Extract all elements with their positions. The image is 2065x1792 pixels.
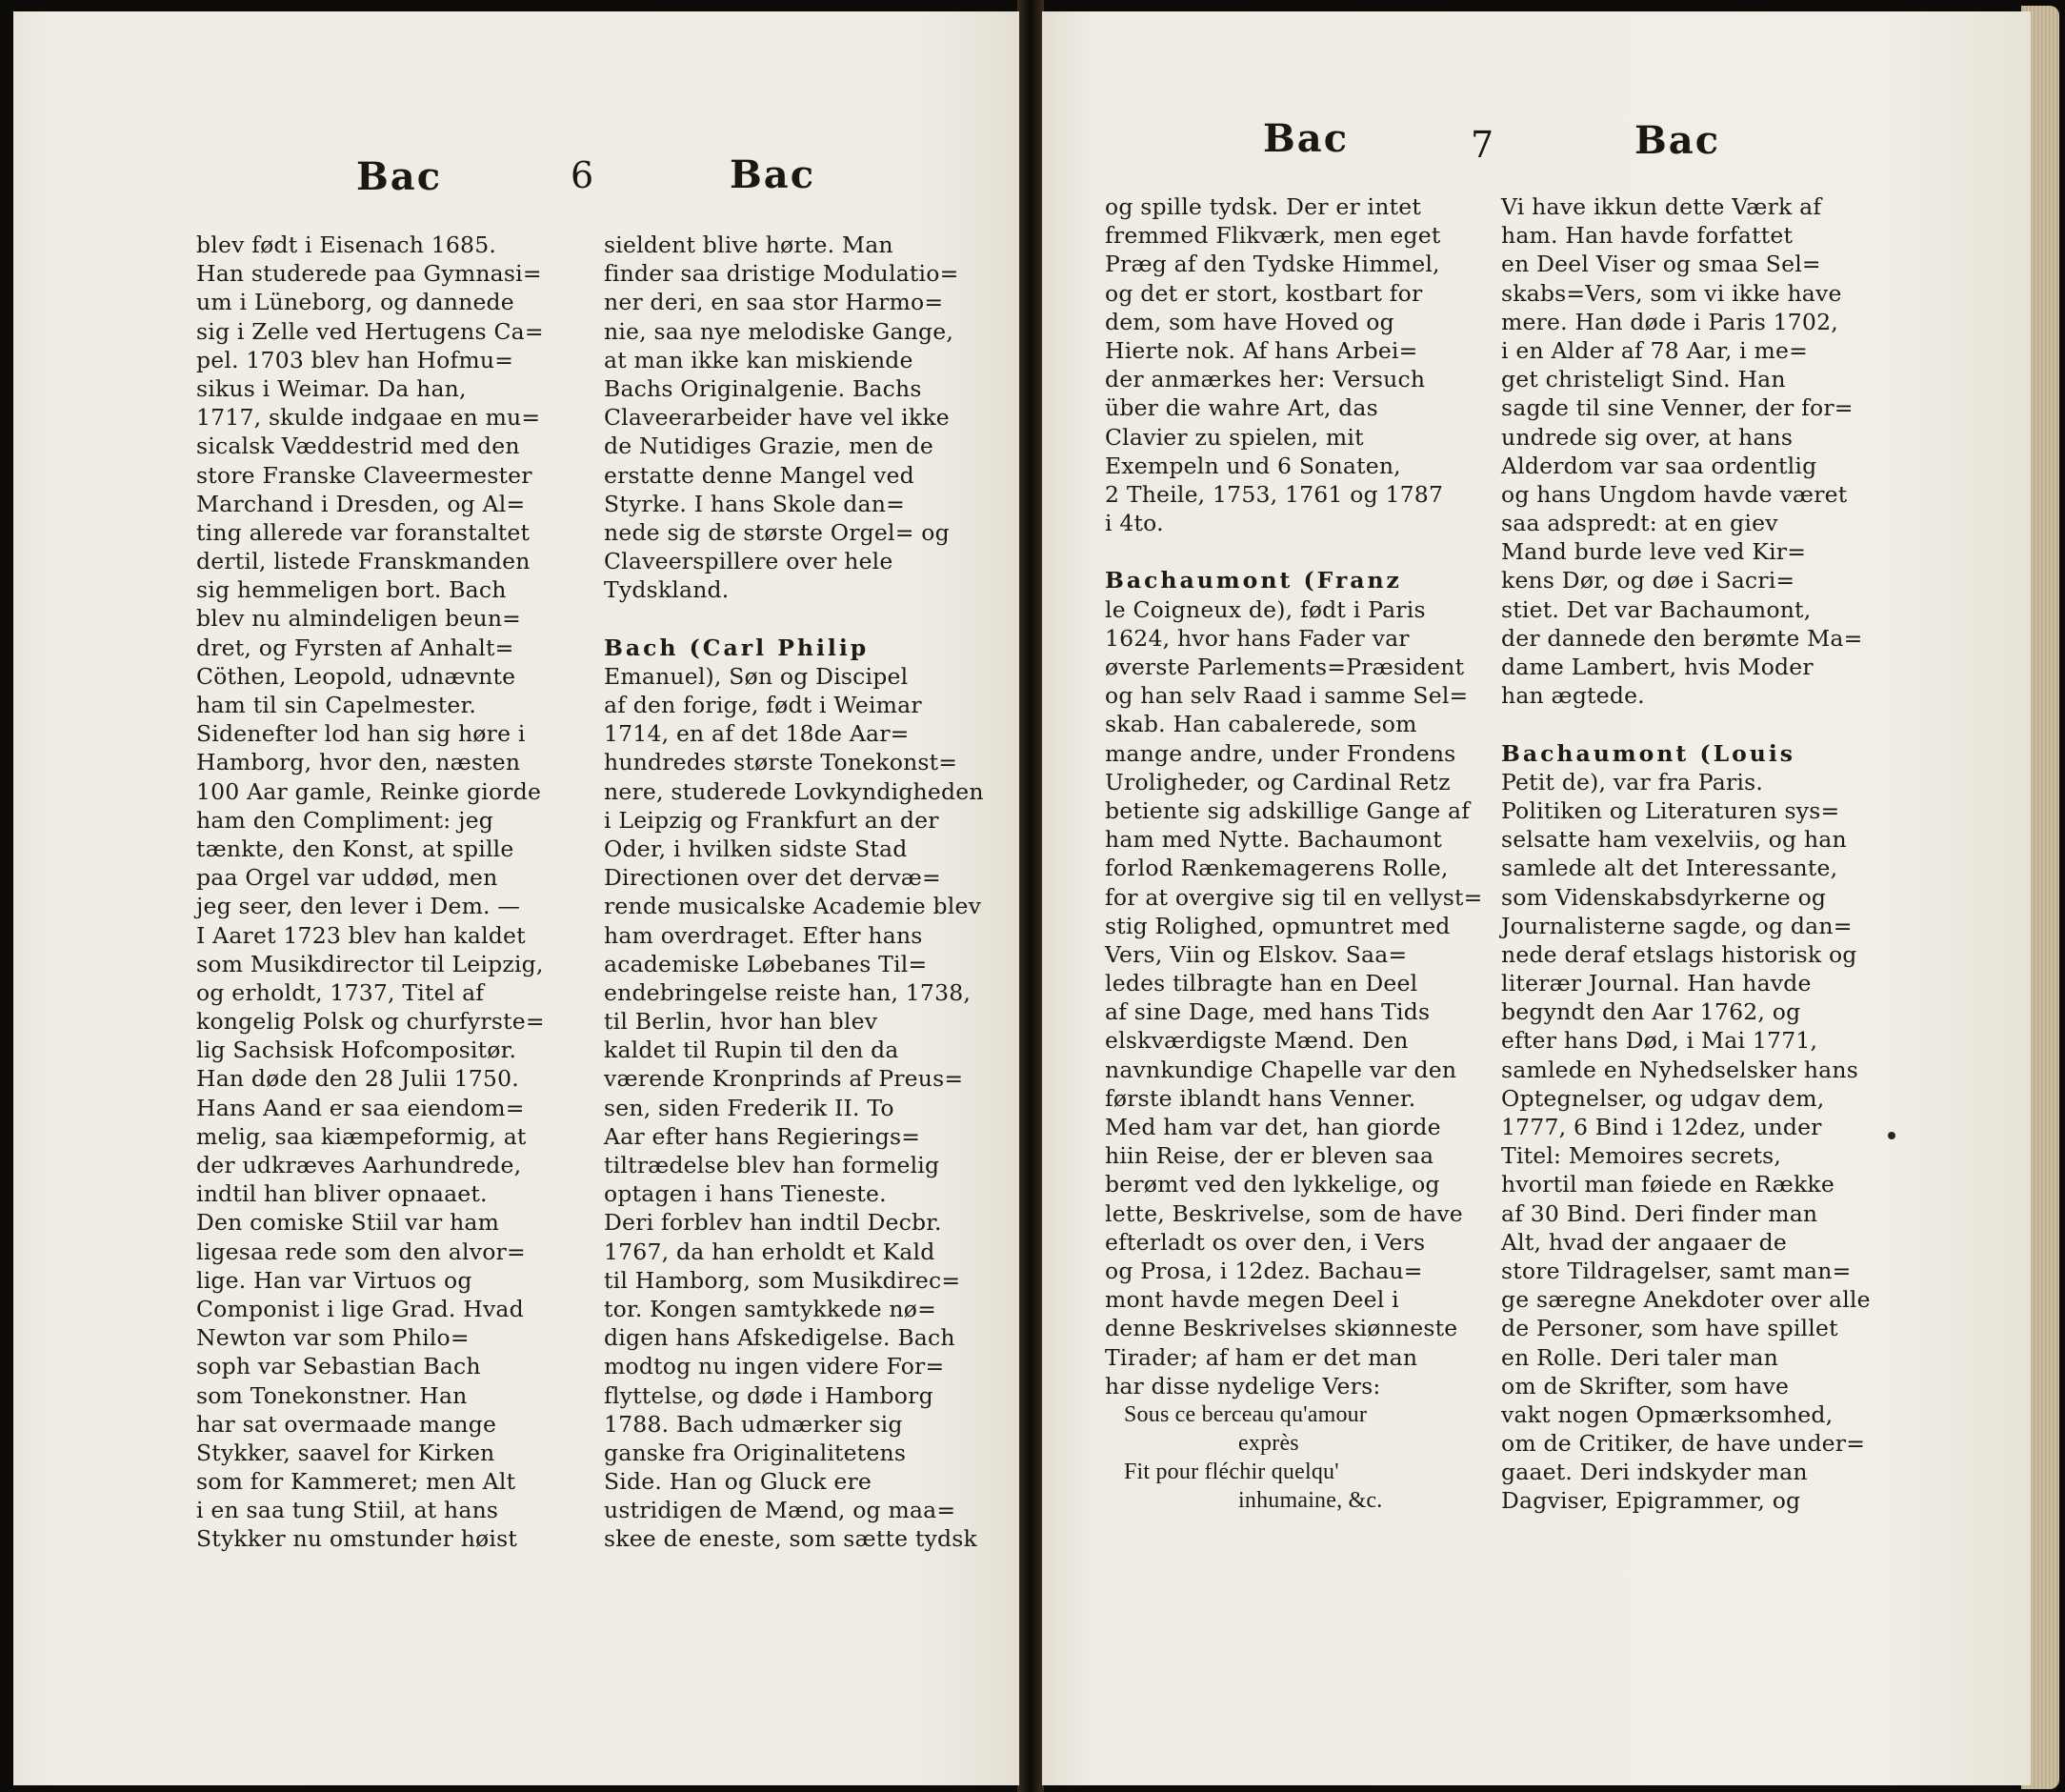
text-line: mont havde megen Deel i [1105, 1286, 1399, 1314]
text-line: øverste Parlements=Præsident [1105, 654, 1465, 680]
text-line: Præg af den Tydske Himmel, [1105, 251, 1440, 278]
text-line: der anmærkes her: Versuch [1105, 366, 1426, 393]
text-line: Exempeln und 6 Sonaten, [1105, 452, 1401, 479]
text-line: har sat overmaade mange [196, 1410, 497, 1438]
text-line: Fit pour fléchir quelqu' [1124, 1460, 1339, 1485]
text-line: og det er stort, kostbart for [1105, 279, 1423, 307]
left-page [13, 11, 1019, 1785]
text-line: Han studerede paa Gymnasi= [196, 260, 542, 288]
text-line: Med ham var det, han giorde [1105, 1114, 1441, 1140]
text-line: Mand burde leve ved Kir= [1501, 538, 1807, 566]
right-header-guide-left: Bac [1263, 116, 1350, 161]
text-line: endebringelse reiste han, 1738, [604, 978, 972, 1006]
text-line: ham overdraget. Efter hans [604, 921, 923, 949]
right-page-column-1 [1105, 192, 1482, 1516]
text-line: um i Lüneborg, og dannede [196, 289, 514, 316]
text-line: Politiken og Literaturen sys= [1501, 796, 1840, 824]
text-line: Deri forblev han indtil Decbr. [604, 1209, 942, 1237]
text-line: erstatte denne Mangel ved [604, 461, 914, 489]
text-line: Tydskland. [604, 576, 730, 604]
text-line: kongelig Polsk og churfyrste= [196, 1008, 545, 1036]
text-line: og erholdt, 1737, Titel af [196, 978, 485, 1006]
text-line: de Personer, som have spillet [1501, 1315, 1838, 1342]
text-line: Sidenefter lod han sig høre i [196, 720, 526, 748]
right-page [1042, 11, 2031, 1785]
text-line: første iblandt hans Venner. [1105, 1084, 1416, 1112]
text-line: Marchand i Dresden, og Al= [196, 490, 526, 517]
text-line: Hierte nok. Af hans Arbei= [1105, 336, 1418, 364]
text-line: Bach (Carl Philip [604, 634, 870, 661]
text-line: Bachs Originalgenie. Bachs [604, 374, 922, 402]
right-page-header [1042, 11, 2031, 166]
text-line: Sous ce berceau qu'amour [1124, 1401, 1368, 1427]
text-line: blev nu almindeligen beun= [196, 605, 522, 633]
text-line: ustridigen de Mænd, og maa= [604, 1497, 956, 1524]
paragraph-gap [1105, 537, 1482, 566]
text-line: ledes tilbragte han en Deel [1105, 970, 1418, 997]
text-line: ting allerede var foranstaltet [196, 518, 531, 546]
text-line: mange andre, under Frondens [1105, 739, 1456, 767]
text-line: 2 Theile, 1753, 1761 og 1787 [1105, 480, 1444, 508]
text-line: Clavier zu spielen, mit [1105, 423, 1364, 451]
right-header-guide-right: Bac [1634, 118, 1721, 163]
text-line: le Coigneux de), født i Paris [1105, 595, 1426, 623]
text-line: Petit de), var fra Paris. [1501, 768, 1764, 795]
text-line: I Aaret 1723 blev han kaldet [196, 921, 526, 949]
text-line: Bachaumont (Louis [1501, 739, 1796, 767]
text-line: sig i Zelle ved Hertugens Ca= [196, 317, 544, 345]
text-line: digen hans Afskedigelse. Bach [604, 1324, 955, 1352]
text-line: en Deel Viser og smaa Sel= [1501, 251, 1821, 278]
text-line: selsatte ham vexelviis, og han [1501, 826, 1847, 854]
text-line: af den forige, født i Weimar [604, 692, 922, 718]
text-line: efterladt os over den, i Vers [1105, 1228, 1426, 1256]
text-line: dame Lambert, hvis Moder [1501, 654, 1814, 680]
text-line: begyndt den Aar 1762, og [1501, 998, 1801, 1026]
text-line: soph var Sebastian Bach [196, 1353, 481, 1380]
text-line: ge særegne Anekdoter over alle [1501, 1286, 1871, 1314]
text-line: der dannede den berømte Ma= [1501, 624, 1863, 652]
text-line: til Hamborg, som Musikdirec= [604, 1266, 961, 1294]
text-line: sen, siden Frederik II. To [604, 1094, 894, 1121]
text-line: lig Sachsisk Hofcompositør. [196, 1037, 517, 1064]
text-line: Newton var som Philo= [196, 1324, 470, 1352]
text-line: i en Alder af 78 Aar, i me= [1501, 336, 1809, 364]
text-line: samlede en Nyhedselsker hans [1501, 1056, 1858, 1083]
text-line: Tirader; af ham er det man [1105, 1343, 1418, 1371]
text-line: betiente sig adskillige Gange af [1105, 796, 1471, 824]
text-line: værende Kronprinds af Preus= [604, 1065, 964, 1093]
text-line: skabs=Vers, som vi ikke have [1501, 279, 1842, 307]
text-line: sikus i Weimar. Da han, [196, 374, 467, 402]
text-line: nede sig de største Orgel= og [604, 518, 950, 546]
text-line: jeg seer, den lever i Dem. — [196, 893, 521, 920]
text-line: undrede sig over, at hans [1501, 423, 1794, 451]
text-line: han ægtede. [1501, 682, 1645, 710]
text-line: som for Kammeret; men Alt [196, 1468, 516, 1496]
book-gutter [1017, 0, 1044, 1792]
text-line: mere. Han døde i Paris 1702, [1501, 308, 1838, 335]
text-line: Han døde den 28 Julii 1750. [196, 1065, 519, 1093]
text-line: rende musicalske Academie blev [604, 893, 982, 920]
left-header-guide-right: Bac [730, 152, 816, 197]
text-line: 100 Aar gamle, Reinke giorde [196, 777, 542, 805]
text-line: 1714, en af det 18de Aar= [604, 720, 910, 748]
text-line: hiin Reise, der er bleven saa [1105, 1142, 1434, 1170]
text-line: nede deraf etslags historisk og [1501, 940, 1857, 968]
text-line: ham. Han havde forfattet [1501, 222, 1794, 250]
text-line: ham med Nytte. Bachaumont [1105, 826, 1442, 854]
text-line: om de Skrifter, som have [1501, 1372, 1790, 1399]
text-line: kens Dør, og døe i Sacri= [1501, 567, 1795, 594]
text-line: skee de eneste, som sætte tydsk [604, 1525, 977, 1553]
text-line: dem, som have Hoved og [1105, 308, 1394, 335]
text-line: Aar efter hans Regierings= [604, 1122, 921, 1150]
text-line: lige. Han var Virtuos og [196, 1266, 472, 1294]
text-line: 1767, da han erholdt et Kald [604, 1238, 935, 1265]
text-line: denne Beskrivelses skiønneste [1105, 1315, 1458, 1342]
ink-spot [1888, 1132, 1895, 1139]
text-line: kaldet til Rupin til den da [604, 1037, 899, 1064]
text-line: af 30 Bind. Deri finder man [1501, 1199, 1818, 1227]
text-line: at man ikke kan miskiende [604, 346, 913, 373]
text-line: academiske Løbebanes Til= [604, 950, 928, 977]
left-header-guide-left: Bac [356, 154, 443, 199]
text-line: stiet. Det var Bachaumont, [1501, 595, 1812, 623]
text-line: ner deri, en saa stor Harmo= [604, 289, 944, 316]
paragraph-gap [604, 604, 984, 633]
text-line: Styrke. I hans Skole dan= [604, 490, 905, 517]
text-line: saa adspredt: at en giev [1501, 510, 1778, 537]
text-line: Den comiske Stiil var ham [196, 1209, 500, 1237]
text-line: Claveerarbeider have vel ikke [604, 404, 950, 432]
text-line: über die wahre Art, das [1105, 394, 1378, 422]
text-line: Dagviser, Epigrammer, og [1501, 1487, 1801, 1515]
text-line: og spille tydsk. Der er intet [1105, 193, 1422, 220]
text-line: Cöthen, Leopold, udnævnte [196, 662, 516, 690]
text-line: dret, og Fyrsten af Anhalt= [196, 634, 514, 661]
text-line: sicalsk Væddestrid med den [196, 433, 520, 460]
text-line: hvortil man føiede en Række [1501, 1171, 1834, 1198]
text-line: som Tonekonstner. Han [196, 1381, 468, 1409]
text-line: sig hemmeligen bort. Bach [196, 576, 507, 604]
text-line: Optegnelser, og udgav dem, [1501, 1084, 1825, 1112]
text-line: i en saa tung Stiil, at hans [196, 1497, 499, 1524]
text-line: Vers, Viin og Elskov. Saa= [1105, 940, 1408, 968]
text-line: ligesaa rede som den alvor= [196, 1238, 526, 1265]
text-line: exprès [1238, 1431, 1299, 1457]
text-line: Hans Aand er saa eiendom= [196, 1094, 525, 1121]
text-line: og Prosa, i 12dez. Bachau= [1105, 1257, 1423, 1284]
text-line: Vi have ikkun dette Værk af [1501, 193, 1822, 220]
text-line: Side. Han og Gluck ere [604, 1468, 872, 1496]
text-line: sagde til sine Venner, der for= [1501, 394, 1854, 422]
text-line: i Leipzig og Frankfurt an der [604, 806, 939, 834]
text-line: som Videnskabsdyrkerne og [1501, 883, 1827, 911]
text-line: som Musikdirector til Leipzig, [196, 950, 544, 977]
text-line: vakt nogen Opmærksomhed, [1501, 1400, 1834, 1428]
text-line: 1624, hvor hans Fader var [1105, 624, 1410, 652]
text-line: Journalisterne sagde, og dan= [1501, 912, 1853, 939]
text-line: melig, saa kiæmpeformig, at [196, 1122, 527, 1150]
text-line: Bachaumont (Franz [1105, 567, 1402, 594]
text-line: nie, saa nye melodiske Gange, [604, 317, 954, 345]
text-line: for at overgive sig til en vellyst= [1105, 883, 1483, 911]
text-line: Uroligheder, og Cardinal Retz [1105, 768, 1451, 795]
text-line: tiltrædelse blev han formelig [604, 1152, 940, 1178]
text-line: Titel: Memoires secrets, [1501, 1142, 1782, 1170]
text-line: 1717, skulde indgaae en mu= [196, 404, 541, 432]
text-line: Emanuel), Søn og Discipel [604, 662, 909, 690]
text-line: til Berlin, hvor han blev [604, 1008, 878, 1036]
right-page-number: 7 [1471, 124, 1496, 166]
text-line: Oder, i hvilken sidste Stad [604, 835, 908, 862]
text-line: ganske fra Originalitetens [604, 1439, 907, 1466]
text-line: inhumaine, &c. [1238, 1488, 1383, 1514]
text-line: i 4to. [1105, 510, 1164, 537]
left-page-number: 6 [571, 154, 596, 196]
text-line: Hamborg, hvor den, næsten [196, 749, 521, 776]
text-line: forlod Rænkemagerens Rolle, [1105, 855, 1449, 882]
text-line: blev født i Eisenach 1685. [196, 232, 497, 258]
text-line: Componist i lige Grad. Hvad [196, 1295, 524, 1322]
text-line: pel. 1703 blev han Hofmu= [196, 346, 514, 373]
text-line: har disse nydelige Vers: [1105, 1372, 1381, 1399]
text-line: berømt ved den lykkelige, og [1105, 1171, 1440, 1198]
text-line: paa Orgel var uddød, men [196, 864, 498, 892]
text-line: efter hans Død, i Mai 1771, [1501, 1027, 1818, 1055]
text-line: lette, Beskrivelse, som de have [1105, 1199, 1463, 1227]
text-line: nere, studerede Lovkyndigheden [604, 777, 984, 805]
text-line: hundredes største Tonekonst= [604, 749, 958, 776]
text-line: Alderdom var saa ordentlig [1501, 452, 1817, 479]
text-line: tor. Kongen samtykkede nø= [604, 1295, 937, 1322]
text-line: ham til sin Capelmester. [196, 692, 477, 718]
left-page-column-1 [196, 231, 545, 1554]
paragraph-gap [1501, 710, 1871, 738]
text-line: en Rolle. Deri taler man [1501, 1343, 1779, 1371]
text-line: modtog nu ingen videre For= [604, 1353, 945, 1380]
text-line: Alt, hvad der angaaer de [1501, 1228, 1788, 1256]
text-line: ham den Compliment: jeg [196, 806, 493, 834]
text-line: get christeligt Sind. Han [1501, 366, 1786, 393]
text-line: 1777, 6 Bind i 12dez, under [1501, 1114, 1822, 1140]
text-line: der udkræves Aarhundrede, [196, 1152, 522, 1178]
text-line: og han selv Raad i samme Sel= [1105, 682, 1469, 710]
right-page-column-2 [1501, 192, 1871, 1516]
text-line: finder saa dristige Modulatio= [604, 260, 959, 288]
text-line: Stykker nu omstunder høist [196, 1525, 518, 1553]
text-line: flyttelse, og døde i Hamborg [604, 1381, 933, 1409]
text-line: literær Journal. Han havde [1501, 970, 1812, 997]
text-line: Claveerspillere over hele [604, 548, 893, 575]
text-line: de Nutidiges Grazie, men de [604, 433, 934, 460]
text-line: navnkundige Chapelle var den [1105, 1056, 1457, 1083]
text-line: skab. Han cabalerede, som [1105, 711, 1417, 738]
text-line: og hans Ungdom havde været [1501, 480, 1848, 508]
left-page-column-2 [604, 231, 984, 1554]
text-line: stig Rolighed, opmuntret med [1105, 912, 1451, 939]
text-line: samlede alt det Interessante, [1501, 855, 1838, 882]
text-line: Stykker, saavel for Kirken [196, 1439, 495, 1466]
text-line: Directionen over det dervæ= [604, 864, 941, 892]
text-line: store Franske Claveermester [196, 461, 532, 489]
text-line: om de Critiker, de have under= [1501, 1430, 1866, 1458]
text-line: optagen i hans Tieneste. [604, 1180, 887, 1208]
text-line: af sine Dage, med hans Tids [1105, 998, 1431, 1026]
left-page-header [13, 11, 1019, 199]
text-line: dertil, listede Franskmanden [196, 548, 531, 575]
text-line: indtil han bliver opnaaet. [196, 1180, 488, 1208]
text-line: gaaet. Deri indskyder man [1501, 1459, 1808, 1486]
text-line: sieldent blive hørte. Man [604, 232, 893, 258]
text-line: tænkte, den Konst, at spille [196, 835, 514, 862]
text-line: fremmed Flikværk, men eget [1105, 222, 1441, 250]
text-line: store Tildragelser, samt man= [1501, 1257, 1852, 1284]
text-line: elskværdigste Mænd. Den [1105, 1027, 1409, 1055]
text-line: 1788. Bach udmærker sig [604, 1410, 903, 1438]
